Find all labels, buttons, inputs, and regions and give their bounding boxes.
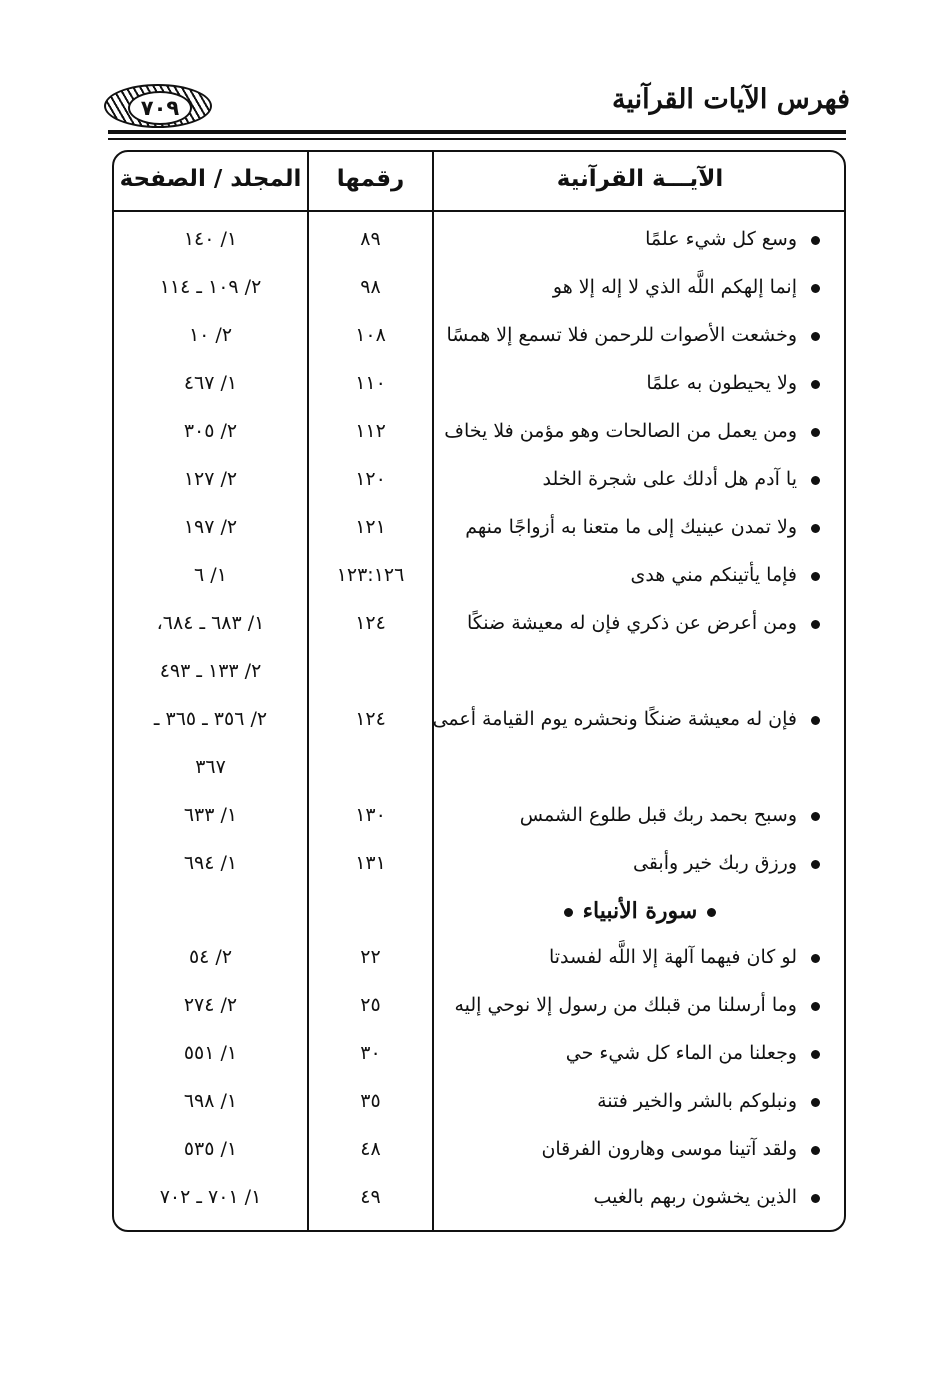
volume-page: ٢/ ١٠ bbox=[188, 324, 233, 346]
volume-page: ١/ ٥٣٥ bbox=[183, 1138, 238, 1160]
bullet-icon bbox=[811, 620, 820, 629]
verse-text: ولقد آتينا موسى وهارون الفرقان bbox=[541, 1138, 797, 1160]
bullet-icon bbox=[811, 524, 820, 533]
table-row bbox=[114, 564, 844, 604]
verse-number: ١٣١ bbox=[355, 852, 386, 874]
table-row bbox=[114, 420, 844, 460]
volume-page: ٢/ ٢٧٤ bbox=[183, 994, 238, 1016]
column-header-verse: الآيـــة القرآنية bbox=[556, 166, 724, 192]
verse-text: فإما يأتينكم مني هدى bbox=[630, 564, 797, 586]
verse-text: ومن أعرض عن ذكري فإن له معيشة ضنكًا bbox=[467, 612, 797, 634]
header-divider bbox=[114, 210, 844, 212]
bullet-icon bbox=[811, 284, 820, 293]
table-row bbox=[114, 708, 844, 748]
bullet-icon bbox=[811, 1050, 820, 1059]
volume-page: ١/ ٦٨٣ ـ ٦٨٤، bbox=[156, 612, 265, 634]
bullet-icon bbox=[811, 332, 820, 341]
column-header-number: رقمها bbox=[336, 166, 405, 192]
verse-cell bbox=[430, 324, 820, 346]
table-row bbox=[114, 804, 844, 844]
bullet-icon bbox=[811, 954, 820, 963]
header-rule-thick bbox=[108, 130, 846, 134]
verse-text: يا آدم هل أدلك على شجرة الخلد bbox=[542, 468, 797, 490]
volume-page: ١/ ٧٠١ ـ ٧٠٢ bbox=[159, 1186, 262, 1208]
verse-number: ٣٥ bbox=[360, 1090, 381, 1112]
verse-cell bbox=[430, 1090, 820, 1112]
verse-number: ٩٨ bbox=[360, 276, 381, 298]
verse-cell bbox=[430, 1138, 820, 1160]
table-row bbox=[114, 660, 844, 700]
bullet-icon bbox=[811, 428, 820, 437]
index-title: فهرس الآيات القرآنية bbox=[612, 84, 850, 115]
verse-number: ١٠٨ bbox=[355, 324, 386, 346]
verse-text: وسع كل شيء علمًا bbox=[645, 228, 797, 250]
verse-cell bbox=[430, 372, 820, 394]
volume-page: ١/ ٤٦٧ bbox=[183, 372, 238, 394]
verse-cell bbox=[430, 852, 820, 874]
verse-number: ١٣٠ bbox=[355, 804, 386, 826]
table-row bbox=[114, 756, 844, 796]
verse-text: فإن له معيشة ضنكًا ونحشره يوم القيامة أعمى bbox=[432, 708, 797, 730]
bullet-icon bbox=[811, 860, 820, 869]
volume-page: ٢/ ١٩٧ bbox=[183, 516, 238, 538]
verse-number: ٢٥ bbox=[360, 994, 381, 1016]
verse-cell bbox=[430, 276, 820, 298]
table-row bbox=[114, 276, 844, 316]
verse-number: ٢٢ bbox=[360, 946, 381, 968]
surah-heading-row bbox=[114, 898, 844, 938]
verse-cell bbox=[430, 1042, 820, 1064]
verse-cell bbox=[430, 420, 820, 442]
verse-cell bbox=[430, 564, 820, 586]
volume-page: ٣٦٧ bbox=[195, 756, 226, 778]
table-row bbox=[114, 1186, 844, 1226]
surah-title: سورة الأنبياء bbox=[582, 898, 698, 924]
volume-page: ٢/ ٥٤ bbox=[188, 946, 233, 968]
verse-number: ١٢٤ bbox=[355, 708, 386, 730]
table-row bbox=[114, 994, 844, 1034]
verse-index-table bbox=[112, 150, 846, 1232]
bullet-icon bbox=[811, 716, 820, 725]
verse-text: ولا يحيطون به علمًا bbox=[646, 372, 797, 394]
table-row bbox=[114, 468, 844, 508]
table-row bbox=[114, 1090, 844, 1130]
verse-number: ٨٩ bbox=[360, 228, 381, 250]
verse-cell bbox=[430, 516, 820, 538]
volume-page: ٢/ ٣٠٥ bbox=[183, 420, 238, 442]
verse-text: وجعلنا من الماء كل شيء حي bbox=[565, 1042, 797, 1064]
page-header bbox=[100, 78, 850, 138]
verse-number: ١٢١ bbox=[355, 516, 386, 538]
verse-cell bbox=[430, 612, 820, 634]
volume-page: ٢/ ١٠٩ ـ ١١٤ bbox=[159, 276, 262, 298]
table-row bbox=[114, 852, 844, 892]
volume-page: ١/ ٦ bbox=[194, 564, 227, 586]
verse-text: ورزق ربك خير وأبقى bbox=[632, 852, 797, 874]
verse-text: وخشعت الأصوات للرحمن فلا تسمع إلا همسًا bbox=[446, 324, 797, 346]
verse-text: ونبلوكم بالشر والخير فتنة bbox=[597, 1090, 797, 1112]
verse-text: ومن يعمل من الصالحات وهو مؤمن فلا يخاف bbox=[444, 420, 797, 442]
verse-number: ١٢٤ bbox=[355, 612, 386, 634]
volume-page: ٢/ ٣٥٦ ـ ٣٦٥ ـ bbox=[153, 708, 268, 730]
verse-number: ١٢٠ bbox=[355, 468, 386, 490]
surah-heading bbox=[434, 898, 846, 924]
verse-cell bbox=[430, 1186, 820, 1208]
bullet-icon bbox=[811, 1002, 820, 1011]
table-row bbox=[114, 1138, 844, 1178]
table-row bbox=[114, 1042, 844, 1082]
table-row bbox=[114, 324, 844, 364]
volume-page: ١/ ٦٩٨ bbox=[183, 1090, 238, 1112]
bullet-icon bbox=[707, 908, 716, 917]
bullet-icon bbox=[811, 1194, 820, 1203]
table-row bbox=[114, 516, 844, 556]
volume-page: ٢/ ١٣٣ ـ ٤٩٣ bbox=[159, 660, 262, 682]
verse-text: لو كان فيهما آلهة إلا اللَّه لفسدتا bbox=[548, 946, 797, 968]
bullet-icon bbox=[811, 1098, 820, 1107]
volume-page: ١/ ٦٩٤ bbox=[183, 852, 238, 874]
verse-text: إنما إلهكم اللَّه الذي لا إله إلا هو bbox=[552, 276, 797, 298]
page-number-badge bbox=[104, 84, 212, 128]
volume-page: ١/ ٥٥١ bbox=[183, 1042, 238, 1064]
bullet-icon bbox=[811, 380, 820, 389]
verse-text: وما أرسلنا من قبلك من رسول إلا نوحي إليه bbox=[454, 994, 797, 1016]
verse-number: ١٢٣:١٢٦ bbox=[336, 564, 405, 586]
verse-number: ٤٩ bbox=[360, 1186, 381, 1208]
verse-number: ٣٠ bbox=[360, 1042, 381, 1064]
page-number: ٧٠٩ bbox=[128, 91, 192, 125]
verse-number: ١١٢ bbox=[355, 420, 386, 442]
table-row bbox=[114, 612, 844, 652]
table-row bbox=[114, 372, 844, 412]
bullet-icon bbox=[811, 1146, 820, 1155]
volume-page: ١/ ٦٣٣ bbox=[183, 804, 238, 826]
bullet-icon bbox=[564, 908, 573, 917]
verse-cell bbox=[430, 994, 820, 1016]
verse-text: وسبح بحمد ربك قبل طلوع الشمس bbox=[519, 804, 797, 826]
bullet-icon bbox=[811, 812, 820, 821]
verse-number: ٤٨ bbox=[360, 1138, 381, 1160]
verse-text: الذين يخشون ربهم بالغيب bbox=[593, 1186, 797, 1208]
bullet-icon bbox=[811, 572, 820, 581]
verse-cell bbox=[430, 946, 820, 968]
verse-number: ١١٠ bbox=[355, 372, 386, 394]
bullet-icon bbox=[811, 476, 820, 485]
volume-page: ١/ ١٤٠ bbox=[183, 228, 238, 250]
volume-page: ٢/ ١٢٧ bbox=[183, 468, 238, 490]
verse-cell bbox=[430, 708, 820, 730]
header-rule-thin bbox=[108, 138, 846, 140]
bullet-icon bbox=[811, 236, 820, 245]
table-row bbox=[114, 946, 844, 986]
verse-cell bbox=[430, 228, 820, 250]
verse-text: ولا تمدن عينيك إلى ما متعنا به أزواجًا منهم bbox=[465, 516, 797, 538]
verse-cell bbox=[430, 804, 820, 826]
table-row bbox=[114, 228, 844, 268]
verse-cell bbox=[430, 468, 820, 490]
column-header-volume-page: المجلد / الصفحة bbox=[119, 166, 302, 192]
